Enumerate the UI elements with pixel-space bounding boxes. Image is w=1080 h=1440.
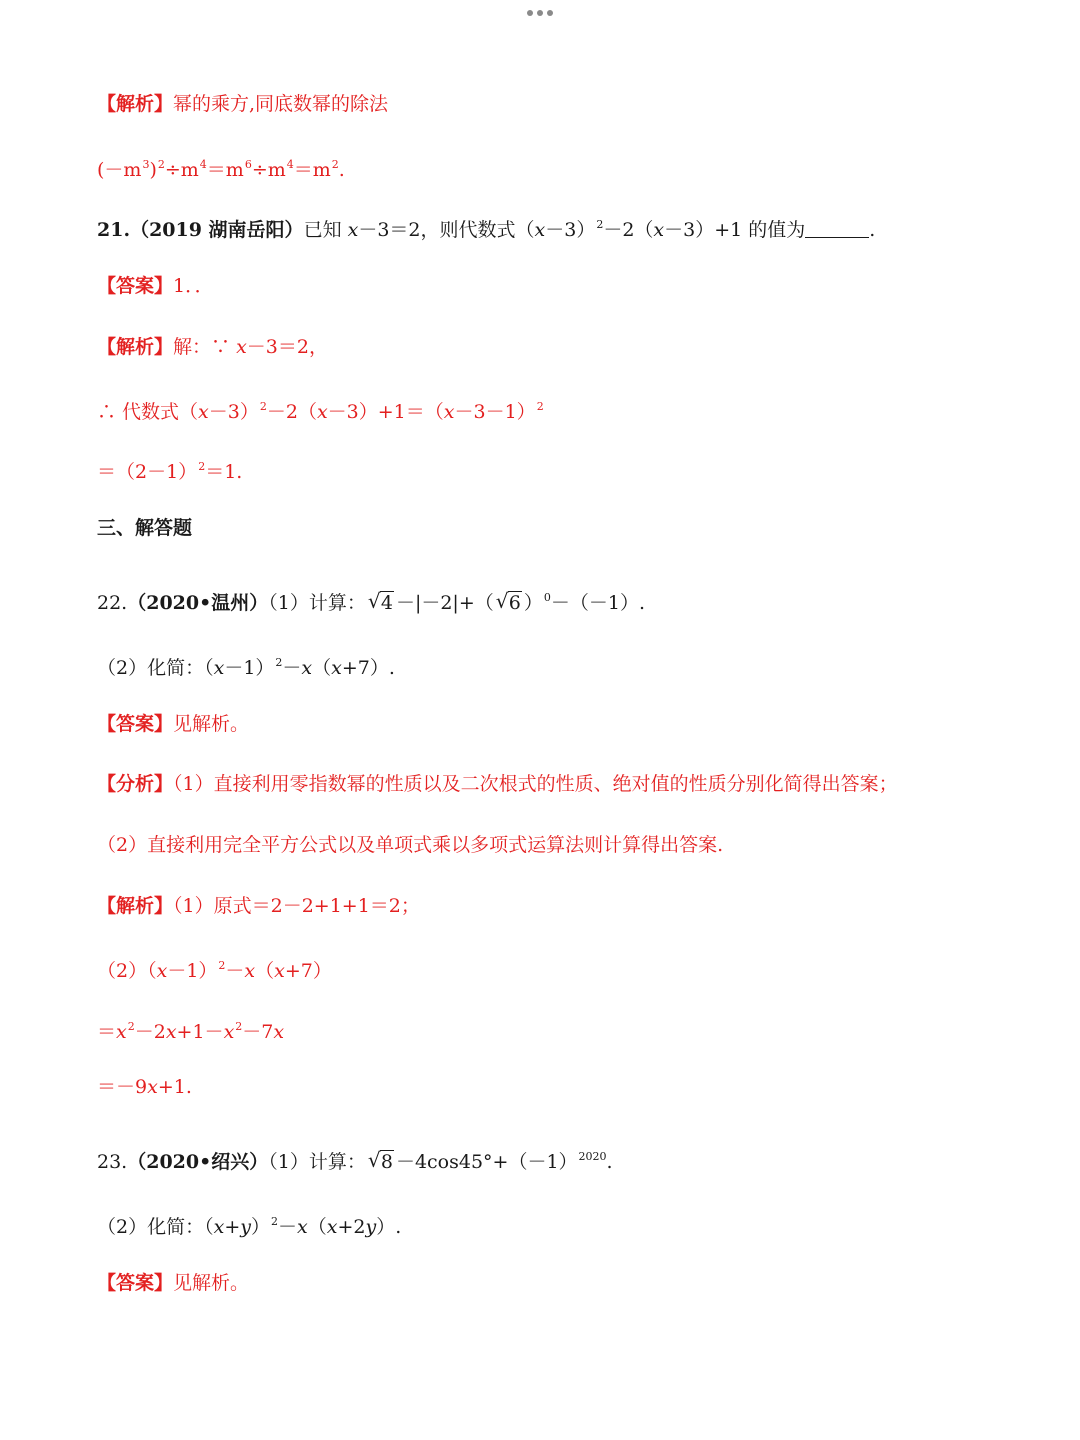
radicand: 8	[380, 1151, 393, 1173]
formula-part: (－m	[97, 159, 142, 181]
answer-tag: 【答案】	[97, 1272, 174, 1294]
exponent: 2	[198, 460, 206, 473]
q22-analysis-1	[97, 892, 420, 920]
q23-part1	[97, 1143, 613, 1176]
variable: x	[347, 219, 359, 241]
stem-text: －	[277, 1216, 297, 1238]
exponent: 4	[199, 158, 207, 171]
variable: x	[316, 401, 328, 423]
analysis-tag: 【解析】	[97, 336, 174, 358]
stem-text: ）	[250, 1216, 270, 1238]
variable: x	[147, 1076, 158, 1098]
dot	[527, 10, 533, 16]
question-source: （2019 湖南岳阳）	[130, 219, 304, 241]
sqrt-expression	[368, 589, 394, 617]
step-text: +1.	[157, 1076, 192, 1098]
exponent: 2	[270, 1215, 278, 1228]
stem-text: （1）计算：	[268, 592, 366, 614]
formula-part: ÷m	[164, 159, 199, 181]
q21-analysis-step3	[97, 453, 242, 486]
variable: x	[653, 219, 665, 241]
fenxi-text: （1）直接利用零指数幂的性质以及二次根式的性质、绝对值的性质分别化简得出答案；	[173, 773, 898, 795]
q22-answer	[97, 710, 249, 738]
stem-text: －（－1）.	[550, 592, 645, 614]
exponent: 2	[536, 400, 544, 413]
step-text: ＝	[97, 1021, 117, 1043]
step-text: －3）	[208, 401, 259, 423]
exponent: 2	[157, 158, 165, 171]
variable: x	[236, 336, 247, 358]
radical-sign: √	[495, 589, 509, 613]
q20-analysis-line	[97, 90, 388, 118]
q21-stem	[97, 211, 875, 244]
stem-text: （1）计算：	[268, 1151, 366, 1173]
step-text: +1－	[176, 1021, 224, 1043]
step-text: －3）+1＝（	[327, 401, 444, 423]
radicand: 6	[508, 592, 521, 614]
answer-tag: 【答案】	[97, 275, 174, 297]
step-text: +7）	[284, 960, 332, 982]
question-number: 22.	[97, 592, 128, 614]
q20-formula	[97, 151, 345, 184]
analysis-text: －3＝2，	[246, 336, 328, 358]
more-dots-icon[interactable]	[524, 8, 556, 18]
q22-part2	[97, 649, 395, 682]
q22-fenxi-1	[97, 770, 898, 798]
q21-analysis	[97, 333, 328, 361]
answer-tag: 【答案】	[97, 713, 174, 735]
q22-analysis-2	[97, 952, 332, 985]
q21-answer	[97, 272, 214, 300]
formula-part: ＝m	[293, 159, 331, 181]
exponent: 2	[275, 656, 283, 669]
analysis-tag: 【解析】	[97, 895, 174, 917]
stem-text: +	[224, 1216, 241, 1238]
analysis-text: 幂的乘方,同底数幂的除法	[173, 93, 389, 115]
step-text: －3－1）	[454, 401, 536, 423]
analysis-text: 解：∵	[173, 336, 237, 358]
formula-part: ＝m	[206, 159, 244, 181]
answer-text: 见解析。	[173, 713, 250, 735]
variable: x	[297, 1216, 308, 1238]
stem-text: －1）	[224, 657, 275, 679]
variable: x	[331, 657, 342, 679]
stem-text: －4cos45°+（－1）	[395, 1151, 578, 1173]
exponent: 2	[235, 1020, 243, 1033]
step-text: ＝－9	[97, 1076, 148, 1098]
variable: x	[213, 1216, 225, 1238]
section-title: 三、解答题	[97, 517, 193, 539]
q23-answer	[97, 1269, 249, 1297]
variable: x	[165, 1021, 177, 1043]
step-text: －	[225, 960, 245, 982]
analysis-tag: 【解析】	[97, 93, 174, 115]
question-number: 23.	[97, 1151, 128, 1173]
formula-part: .	[338, 159, 345, 181]
stem-text: －|－2|+（	[395, 592, 494, 614]
variable: x	[273, 1021, 285, 1043]
stem-text: －3）+1 的值为	[664, 219, 806, 241]
stem-text: （	[312, 657, 332, 679]
exponent: 6	[244, 158, 252, 171]
fenxi-tag: 【分析】	[97, 773, 174, 795]
step-text: （	[255, 960, 275, 982]
radicand: 4	[380, 592, 393, 614]
variable: x	[223, 1021, 235, 1043]
stem-text: （2）化简：（	[97, 657, 214, 679]
sqrt-expression	[496, 589, 522, 617]
question-number: 21.	[97, 219, 131, 241]
variable: x	[534, 219, 546, 241]
step-text: ∴ 代数式（	[97, 401, 199, 423]
q22-fenxi-2: （2）直接利用完全平方公式以及单项式乘以多项式运算法则计算得出答案.	[97, 834, 724, 856]
step-text: －1）	[167, 960, 218, 982]
stem-text: +2	[337, 1216, 366, 1238]
step-text: ＝1.	[205, 461, 243, 483]
stem-text: －2（	[603, 219, 654, 241]
variable: x	[156, 960, 168, 982]
step-text: ＝（2－1）	[97, 461, 198, 483]
variable: x	[213, 657, 225, 679]
stem-text: （	[307, 1216, 327, 1238]
q22-analysis-3	[97, 1013, 284, 1046]
q21-analysis-step2	[97, 393, 544, 426]
question-source: （2020•温州）	[127, 592, 269, 614]
exponent: 4	[286, 158, 294, 171]
step-text: （2）（	[97, 960, 157, 982]
q23-part2	[97, 1208, 401, 1241]
variable: y	[365, 1216, 377, 1238]
stem-text: +7）.	[341, 657, 395, 679]
stem-text: －3＝2，则代数式（	[358, 219, 535, 241]
stem-text: ）.	[376, 1216, 402, 1238]
exponent: 3	[142, 158, 150, 171]
exponent: 2	[127, 1020, 135, 1033]
variable: x	[326, 1216, 338, 1238]
question-source: （2020•绍兴）	[127, 1151, 269, 1173]
stem-text: .	[869, 219, 876, 241]
dot	[537, 10, 543, 16]
radical-sign: √	[367, 1148, 381, 1172]
analysis-text: （1）原式＝2－2+1+1＝2；	[173, 895, 420, 917]
stem-text: （2）化简：（	[97, 1216, 214, 1238]
stem-text: .	[606, 1151, 613, 1173]
variable: x	[301, 657, 313, 679]
answer-text: 1．．	[173, 275, 214, 297]
exponent: 0	[543, 591, 551, 604]
step-text: －2	[134, 1021, 166, 1043]
exponent: 2	[259, 400, 267, 413]
q22-part1	[97, 584, 645, 617]
exponent: 2020	[578, 1150, 607, 1163]
variable: x	[244, 960, 256, 982]
variable: x	[198, 401, 209, 423]
answer-blank	[805, 219, 869, 238]
q22-analysis-4	[97, 1073, 192, 1101]
step-text: －7	[242, 1021, 274, 1043]
exponent: 2	[596, 218, 604, 231]
variable: x	[443, 401, 455, 423]
stem-text: －3）	[545, 219, 596, 241]
step-text: －2（	[266, 401, 317, 423]
variable: x	[274, 960, 285, 982]
formula-part: )	[149, 159, 157, 181]
sqrt-expression	[368, 1148, 394, 1176]
exponent: 2	[331, 158, 339, 171]
formula-part: ÷m	[251, 159, 286, 181]
dot	[547, 10, 553, 16]
exponent: 2	[218, 959, 226, 972]
variable: x	[116, 1021, 127, 1043]
radical-sign: √	[367, 589, 381, 613]
variable: y	[240, 1216, 251, 1238]
stem-text: ）	[523, 592, 543, 614]
answer-text: 见解析。	[173, 1272, 250, 1294]
stem-text: 已知	[303, 219, 348, 241]
stem-text: －	[282, 657, 302, 679]
